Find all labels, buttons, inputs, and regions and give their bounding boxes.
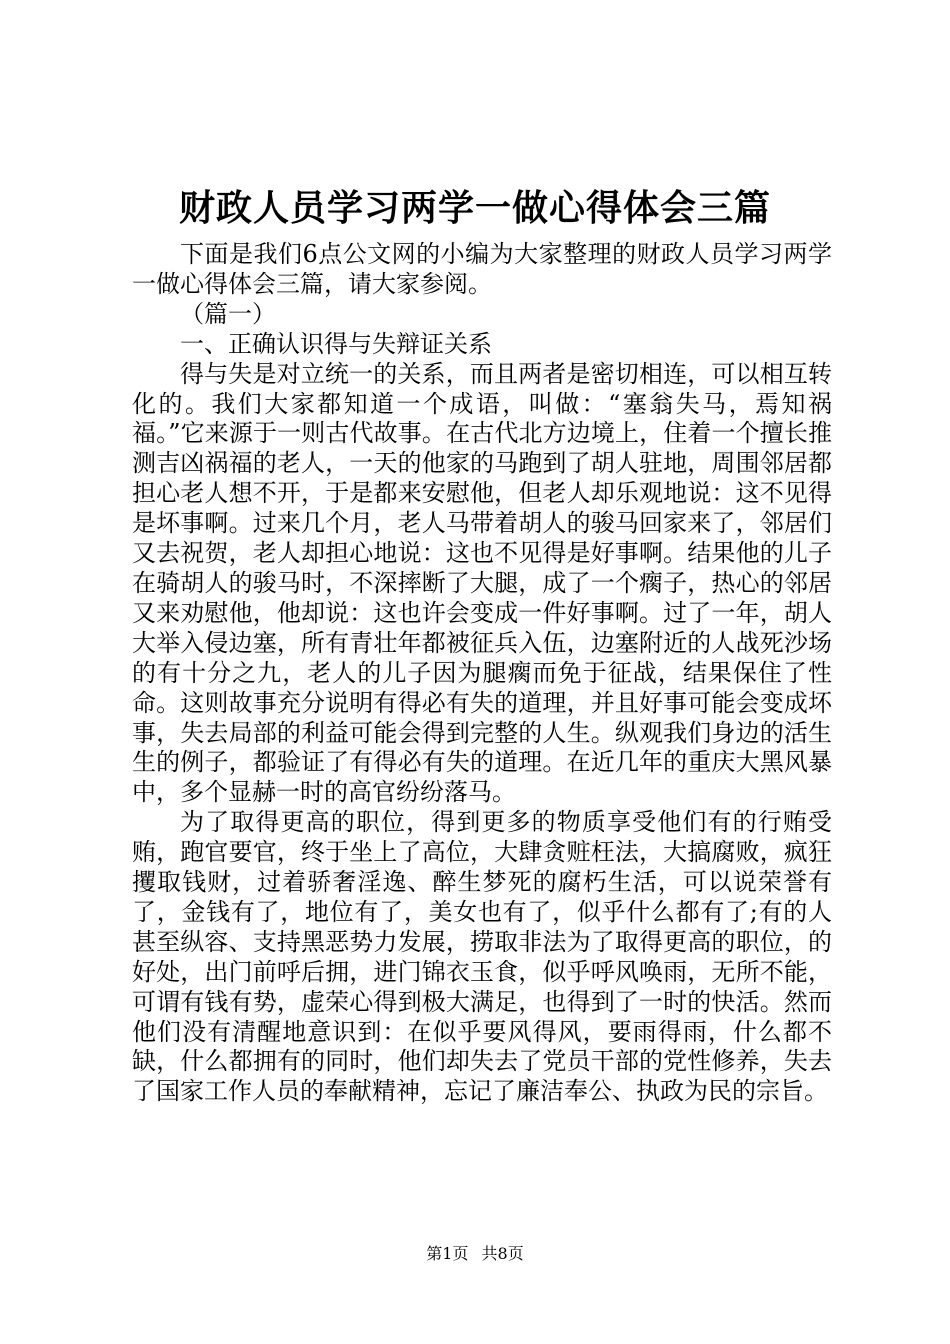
subsection-heading: 一、正确认识得与失辩证关系 xyxy=(180,329,492,358)
page-total: 共8页 xyxy=(481,1244,524,1263)
body-paragraph: 得与失是对立统一的关系，而且两者是密切相连，可以相互转化的。我们大家都知道一个成语，叫做：“塞翁失马，焉知祸福。”它来源于一则古代故事。在古代北方边境上，住着一个擅长推测吉凶祸福的老人，一天的他家的马跑到了胡人驻地，周围邻居都担心老人想不开，于是都来安慰他，但老人却乐观地说：这不见得是坏事啊。过来几个月，老人马带着胡人的骏马回家来了，邻居们又去祝贺，老人却担心地说：这也不见得是好事啊。结果他的儿子在骑胡人的骏马时，不深摔断了大腿，成了一个瘸子，热心的邻居又来劝慰他，他却说：这也许会变成一件好事啊。过了一年，胡人大举入侵边塞，所有青壮年都被征兵入伍，边塞附近的人战死沙场的有十分之九，老人的儿子因为腿瘸而免于征战，结果保住了性命。这则故事充分说明有得必有失的道理，并且好事可能会变成坏事，失去局部的利益可能会得到完整的人生。纵观我们身边的活生生的例子，都验证了有得必有失的道理。在近几年的重庆大黑风暴中，多个显赫一时的高官纷纷落马。 xyxy=(132,359,832,807)
document-body xyxy=(132,240,832,1107)
intro-paragraph: 下面是我们6点公文网的小编为大家整理的财政人员学习两学一做心得体会三篇，请大家参阅。 xyxy=(132,240,832,298)
page-number: 第1页 xyxy=(426,1244,469,1263)
page-footer xyxy=(0,1243,950,1265)
section-heading-part-one: （篇一） xyxy=(180,299,276,328)
body-paragraph: 为了取得更高的职位，得到更多的物质享受他们有的行贿受贿，跑官要官，终于坐上了高位，大肆贪赃枉法，大搞腐败，疯狂攫取钱财，过着骄奢淫逸、醉生梦死的腐朽生活，可以说荣誉有了，金钱有了，地位有了，美女也有了，似乎什么都有了;有的人甚至纵容、支持黑恶势力发展，捞取非法为了取得更高的职位，的好处，出门前呼后拥，进门锦衣玉食，似乎呼风唤雨，无所不能，可谓有钱有势，虚荣心得到极大满足，也得到了一时的快活。然而他们没有清醒地意识到：在似乎要风得风，要雨得雨，什么都不缺，什么都拥有的同时，他们却失去了党员干部的党性修养，失去了国家工作人员的奉献精神，忘记了廉洁奉公、执政为民的宗旨。 xyxy=(132,808,832,1106)
document-title: 财政人员学习两学一做心得体会三篇 xyxy=(178,187,771,229)
